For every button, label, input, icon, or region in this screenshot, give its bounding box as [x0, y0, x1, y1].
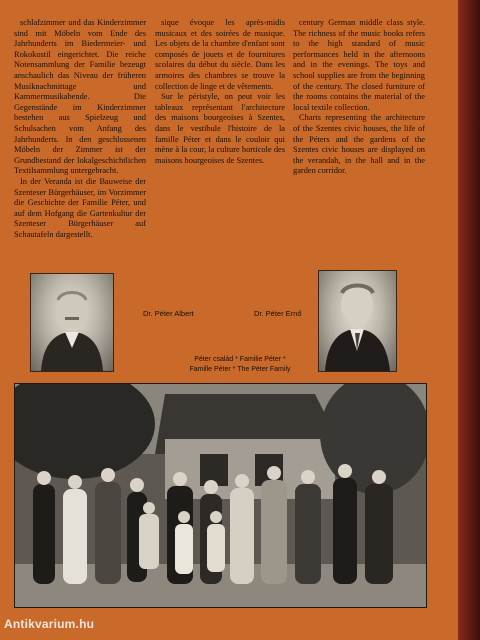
paragraph: Sur le péristyle, on peut voir les tableaux représentant l'architecture des maisons bourgeoises à Szentes, dans le vestibule l'histoire de la famille Péter et dans le couloir qui mène à la cour, la culture horticole des maisons bourgeoises de Szentes. — [155, 92, 285, 165]
caption-line: Famille Péter * The Péter Family — [189, 366, 291, 373]
portrait-dr-peter-albert — [30, 273, 114, 372]
caption-line: Péter család * Familie Péter * — [194, 356, 286, 363]
text-column-german — [14, 18, 146, 240]
book-spine — [458, 0, 480, 640]
paragraph: sique évoque les après-midis musicaux et des soirées de musique. Les objets de la chambre d'enfant sont composés de jouets et de fournitures scolaires du début du siècle. Dans les armoires des chambres se trouve la collection de linge et de vêtements. — [155, 18, 285, 91]
paragraph: Charts representing the architecture of the Szentes civic houses, the life of the Péters and the gardens of the Szentes civic houses are displayed on the verandah, in the hall and in the garden corridor. — [293, 113, 425, 176]
portrait-caption-left: Dr. Péter Albert — [143, 309, 194, 318]
portrait-image — [31, 274, 113, 371]
group-photo-image — [15, 384, 426, 607]
watermark-logo: Antikvarium.hu — [4, 617, 95, 631]
group-photo-peter-family — [14, 383, 427, 608]
group-photo-caption — [120, 355, 360, 375]
paragraph: In der Veranda ist die Bauweise der Szenteser Bürgerhäuser, im Vorzimmer die Geschichte der Familie Péter, und auf dem Hofgang die Gartenkultur der Szenteser Bürgerhäuser auf Schautafeln dargestellt. — [14, 176, 146, 239]
text-column-french — [155, 18, 285, 166]
portrait-caption-right: Dr. Péter Ernő — [254, 309, 302, 318]
paragraph: schlafzimmer und das Kinderzimmer sind mit Möbeln vom Ende des Jahrhunderts im Biedermeier- und Rokokostil eingerichtet. Die reiche Notensammlung der Familie bezeugt anschaulich das Niveau der früheren Musiknachmittage und Kammermusikabende. Die Gegenstände im Kinderzimmer bestehen aus Spielzeug und Schulsachen vom Anfang des Jahrhunderts. In den geschlossenen Möbeln der Zimmer ist der Grundbestand der lokalgeschichtlichen Textilsammlung untergebracht. — [14, 18, 146, 176]
paragraph: century German middle class style. The richness of the music books refers to the high standard of music performances held in the afternoons and in the evenings. The toys and school supplies are from the beginning of the century. The closed furniture of the rooms contains the material of the local textile collection. — [293, 18, 425, 112]
text-column-english — [293, 18, 425, 177]
